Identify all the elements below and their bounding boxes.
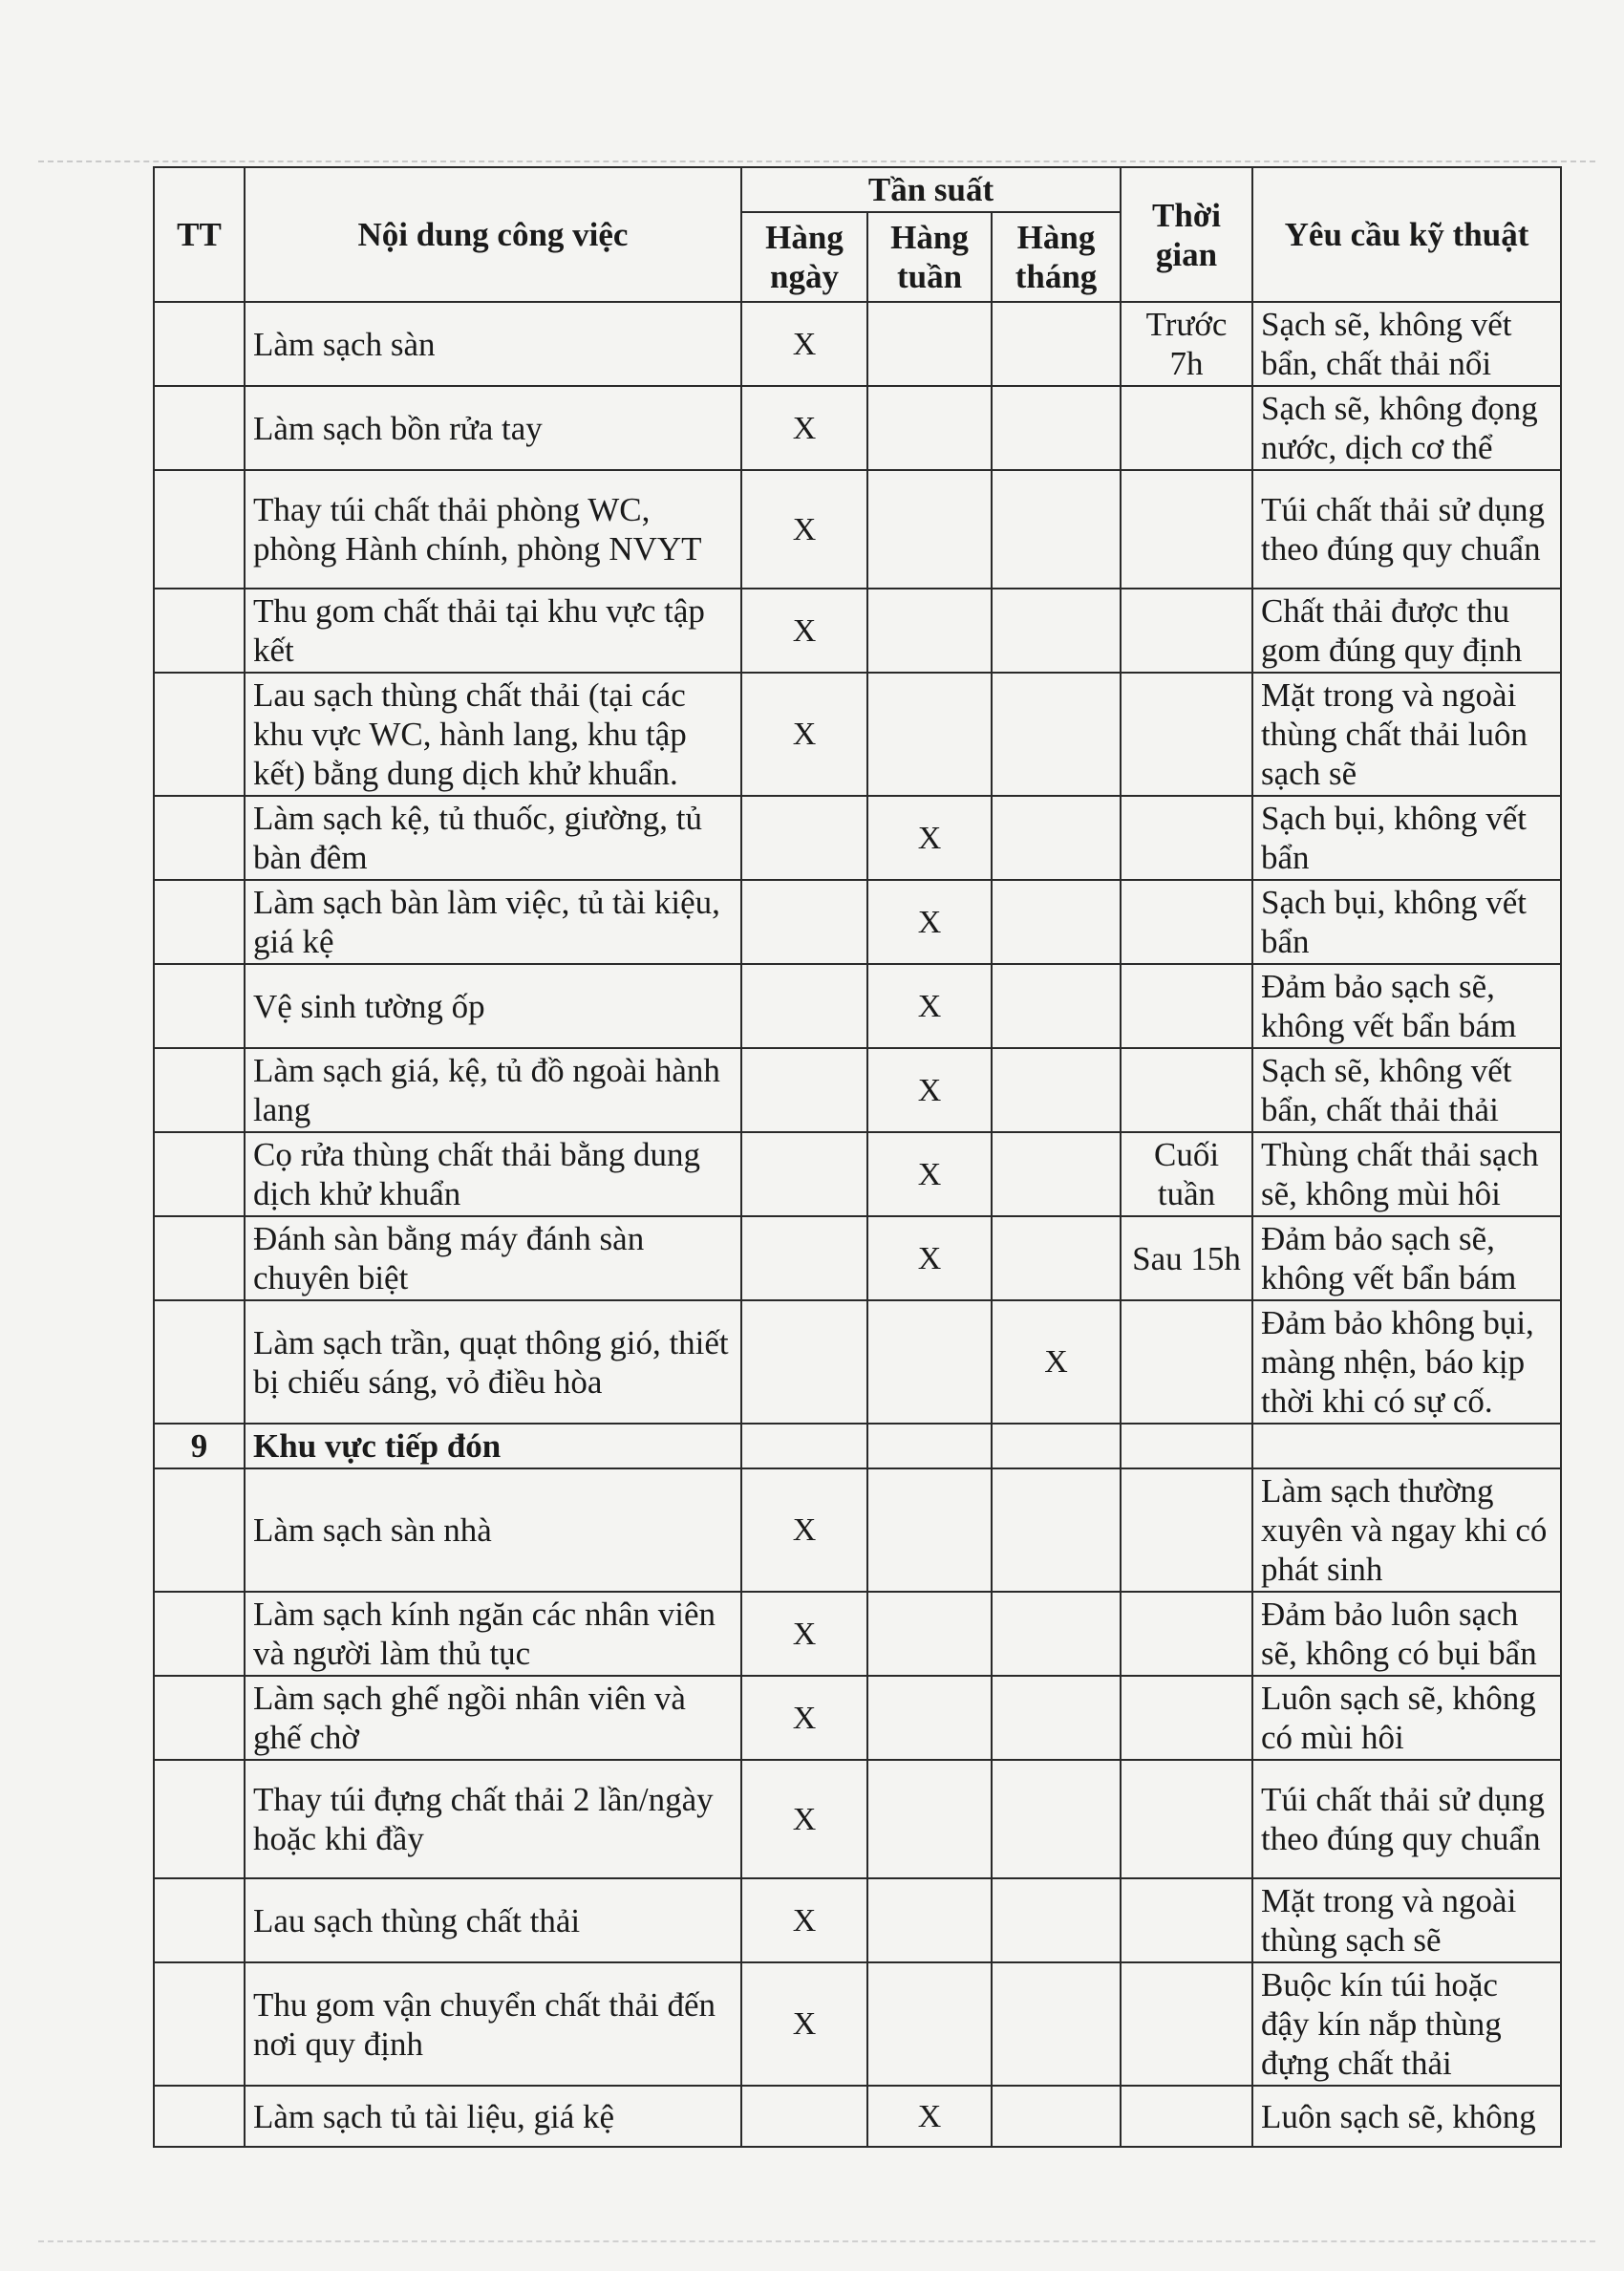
table-row — [154, 1676, 1561, 1760]
monthly-mark — [992, 470, 1121, 589]
table-row — [154, 964, 1561, 1048]
requirement-cell: Luôn sạch sẽ, không — [1252, 2086, 1561, 2147]
weekly-mark — [867, 1300, 992, 1424]
table-row — [154, 1132, 1561, 1216]
header-time: Thời gian — [1121, 167, 1252, 302]
table-row — [154, 386, 1561, 470]
weekly-mark — [867, 673, 992, 796]
page-bottom-rule — [38, 2240, 1595, 2242]
row-tt — [154, 302, 245, 386]
row-tt — [154, 1216, 245, 1300]
daily-mark — [741, 880, 867, 964]
time-cell — [1121, 1592, 1252, 1676]
task-cell: Lau sạch thùng chất thải (tại các khu vực WC, hành lang, khu tập kết) bằng dung dịch khử khuẩn. — [245, 673, 741, 796]
daily-mark: X — [741, 386, 867, 470]
row-tt — [154, 880, 245, 964]
cleaning-schedule-table — [153, 166, 1562, 2148]
monthly-mark — [992, 1048, 1121, 1132]
requirement-cell: Sạch sẽ, không vết bẩn, chất thải nổi — [1252, 302, 1561, 386]
weekly-mark — [867, 1760, 992, 1878]
weekly-mark — [867, 1962, 992, 2086]
daily-mark: X — [741, 1468, 867, 1592]
section-number: 9 — [154, 1424, 245, 1468]
table-row — [154, 1760, 1561, 1878]
time-cell — [1121, 1962, 1252, 2086]
daily-mark: X — [741, 470, 867, 589]
header-content: Nội dung công việc — [245, 167, 741, 302]
header-requirements: Yêu cầu kỹ thuật — [1252, 167, 1561, 302]
table-row — [154, 1878, 1561, 1962]
daily-mark: X — [741, 302, 867, 386]
header-weekly: Hàng tuần — [867, 212, 992, 302]
weekly-mark — [867, 302, 992, 386]
task-cell: Làm sạch kệ, tủ thuốc, giường, tủ bàn đêm — [245, 796, 741, 880]
daily-mark — [741, 796, 867, 880]
row-tt — [154, 964, 245, 1048]
daily-mark — [741, 1216, 867, 1300]
time-cell — [1121, 1300, 1252, 1424]
requirement-cell: Đảm bảo sạch sẽ, không vết bẩn bám — [1252, 1216, 1561, 1300]
time-cell — [1121, 964, 1252, 1048]
weekly-mark — [867, 1878, 992, 1962]
weekly-mark: X — [867, 1048, 992, 1132]
page-top-rule — [38, 161, 1595, 162]
task-cell: Thu gom chất thải tại khu vực tập kết — [245, 589, 741, 673]
requirement-cell: Mặt trong và ngoài thùng sạch sẽ — [1252, 1878, 1561, 1962]
task-cell: Làm sạch tủ tài liệu, giá kệ — [245, 2086, 741, 2147]
monthly-mark — [992, 673, 1121, 796]
table-row — [154, 796, 1561, 880]
table-row — [154, 1962, 1561, 2086]
requirement-cell: Chất thải được thu gom đúng quy định — [1252, 589, 1561, 673]
row-tt — [154, 1132, 245, 1216]
requirement-cell: Sạch bụi, không vết bẩn — [1252, 796, 1561, 880]
table-row — [154, 589, 1561, 673]
monthly-mark — [992, 1216, 1121, 1300]
monthly-mark — [992, 589, 1121, 673]
requirement-cell: Túi chất thải sử dụng theo đúng quy chuẩn — [1252, 1760, 1561, 1878]
time-cell: Cuối tuần — [1121, 1132, 1252, 1216]
weekly-mark — [867, 1592, 992, 1676]
task-cell: Làm sạch ghế ngồi nhân viên và ghế chờ — [245, 1676, 741, 1760]
row-tt — [154, 589, 245, 673]
weekly-mark: X — [867, 964, 992, 1048]
requirement-cell: Luôn sạch sẽ, không có mùi hôi — [1252, 1676, 1561, 1760]
row-tt — [154, 1760, 245, 1878]
row-tt — [154, 386, 245, 470]
table-row — [154, 470, 1561, 589]
task-cell: Lau sạch thùng chất thải — [245, 1878, 741, 1962]
task-cell: Đánh sàn bằng máy đánh sàn chuyên biệt — [245, 1216, 741, 1300]
monthly-mark — [992, 1760, 1121, 1878]
task-cell: Cọ rửa thùng chất thải bằng dung dịch khử khuẩn — [245, 1132, 741, 1216]
weekly-mark: X — [867, 880, 992, 964]
row-tt — [154, 1468, 245, 1592]
row-tt — [154, 1048, 245, 1132]
weekly-mark — [867, 589, 992, 673]
daily-mark — [741, 1132, 867, 1216]
time-cell: Sau 15h — [1121, 1216, 1252, 1300]
row-tt — [154, 1878, 245, 1962]
table-row — [154, 673, 1561, 796]
requirement-cell: Sạch sẽ, không vết bẩn, chất thải thải — [1252, 1048, 1561, 1132]
row-tt — [154, 2086, 245, 2147]
task-cell: Làm sạch bồn rửa tay — [245, 386, 741, 470]
table-row — [154, 1468, 1561, 1592]
header-monthly: Hàng tháng — [992, 212, 1121, 302]
monthly-mark — [992, 964, 1121, 1048]
time-cell — [1121, 880, 1252, 964]
time-cell — [1121, 470, 1252, 589]
table-row — [154, 302, 1561, 386]
requirement-cell: Đảm bảo luôn sạch sẽ, không có bụi bẩn — [1252, 1592, 1561, 1676]
weekly-mark: X — [867, 2086, 992, 2147]
header-frequency: Tần suất — [741, 167, 1121, 212]
daily-mark: X — [741, 1878, 867, 1962]
task-cell: Thay túi đựng chất thải 2 lần/ngày hoặc khi đầy — [245, 1760, 741, 1878]
task-cell: Làm sạch giá, kệ, tủ đồ ngoài hành lang — [245, 1048, 741, 1132]
monthly-mark — [992, 1962, 1121, 2086]
row-tt — [154, 1300, 245, 1424]
table-row — [154, 2086, 1561, 2147]
task-cell: Vệ sinh tường ốp — [245, 964, 741, 1048]
table-row — [154, 1048, 1561, 1132]
time-cell — [1121, 1878, 1252, 1962]
time-cell — [1121, 386, 1252, 470]
daily-mark: X — [741, 673, 867, 796]
section-header-row — [154, 1424, 1561, 1468]
daily-mark: X — [741, 589, 867, 673]
monthly-mark — [992, 796, 1121, 880]
requirement-cell: Đảm bảo sạch sẽ, không vết bẩn bám — [1252, 964, 1561, 1048]
requirement-cell: Mặt trong và ngoài thùng chất thải luôn sạch sẽ — [1252, 673, 1561, 796]
weekly-mark — [867, 386, 992, 470]
monthly-mark — [992, 2086, 1121, 2147]
task-cell: Làm sạch kính ngăn các nhân viên và người làm thủ tục — [245, 1592, 741, 1676]
monthly-mark: X — [992, 1300, 1121, 1424]
daily-mark — [741, 1300, 867, 1424]
task-cell: Thu gom vận chuyển chất thải đến nơi quy định — [245, 1962, 741, 2086]
time-cell — [1121, 1676, 1252, 1760]
requirement-cell: Túi chất thải sử dụng theo đúng quy chuẩn — [1252, 470, 1561, 589]
daily-mark — [741, 964, 867, 1048]
daily-mark: X — [741, 1962, 867, 2086]
monthly-mark — [992, 1132, 1121, 1216]
header-daily: Hàng ngày — [741, 212, 867, 302]
daily-mark — [741, 1048, 867, 1132]
task-cell: Làm sạch sàn — [245, 302, 741, 386]
requirement-cell: Thùng chất thải sạch sẽ, không mùi hôi — [1252, 1132, 1561, 1216]
weekly-mark — [867, 1676, 992, 1760]
row-tt — [154, 673, 245, 796]
monthly-mark — [992, 1878, 1121, 1962]
header-row-1 — [154, 167, 1561, 212]
table-row — [154, 1592, 1561, 1676]
header-tt: TT — [154, 167, 245, 302]
weekly-mark: X — [867, 796, 992, 880]
time-cell — [1121, 589, 1252, 673]
daily-mark: X — [741, 1592, 867, 1676]
row-tt — [154, 1592, 245, 1676]
requirement-cell: Đảm bảo không bụi, màng nhện, báo kịp thời khi có sự cố. — [1252, 1300, 1561, 1424]
weekly-mark — [867, 1468, 992, 1592]
task-cell: Làm sạch bàn làm việc, tủ tài kiệu, giá kệ — [245, 880, 741, 964]
section-title: Khu vực tiếp đón — [245, 1424, 741, 1468]
weekly-mark: X — [867, 1216, 992, 1300]
row-tt — [154, 470, 245, 589]
daily-mark: X — [741, 1676, 867, 1760]
time-cell — [1121, 1468, 1252, 1592]
requirement-cell: Sạch bụi, không vết bẩn — [1252, 880, 1561, 964]
monthly-mark — [992, 386, 1121, 470]
time-cell — [1121, 1760, 1252, 1878]
table-row — [154, 880, 1561, 964]
time-cell — [1121, 673, 1252, 796]
weekly-mark — [867, 470, 992, 589]
table-row — [154, 1300, 1561, 1424]
daily-mark — [741, 2086, 867, 2147]
requirement-cell: Sạch sẽ, không đọng nước, dịch cơ thể — [1252, 386, 1561, 470]
requirement-cell: Buộc kín túi hoặc đậy kín nắp thùng đựng chất thải — [1252, 1962, 1561, 2086]
monthly-mark — [992, 880, 1121, 964]
time-cell: Trước 7h — [1121, 302, 1252, 386]
time-cell — [1121, 1048, 1252, 1132]
monthly-mark — [992, 1592, 1121, 1676]
daily-mark: X — [741, 1760, 867, 1878]
monthly-mark — [992, 1676, 1121, 1760]
task-cell: Làm sạch trần, quạt thông gió, thiết bị chiếu sáng, vỏ điều hòa — [245, 1300, 741, 1424]
task-cell: Làm sạch sàn nhà — [245, 1468, 741, 1592]
row-tt — [154, 1676, 245, 1760]
row-tt — [154, 1962, 245, 2086]
task-cell: Thay túi chất thải phòng WC, phòng Hành chính, phòng NVYT — [245, 470, 741, 589]
row-tt — [154, 796, 245, 880]
requirement-cell: Làm sạch thường xuyên và ngay khi có phát sinh — [1252, 1468, 1561, 1592]
weekly-mark: X — [867, 1132, 992, 1216]
time-cell — [1121, 796, 1252, 880]
monthly-mark — [992, 1468, 1121, 1592]
time-cell — [1121, 2086, 1252, 2147]
table-row — [154, 1216, 1561, 1300]
monthly-mark — [992, 302, 1121, 386]
